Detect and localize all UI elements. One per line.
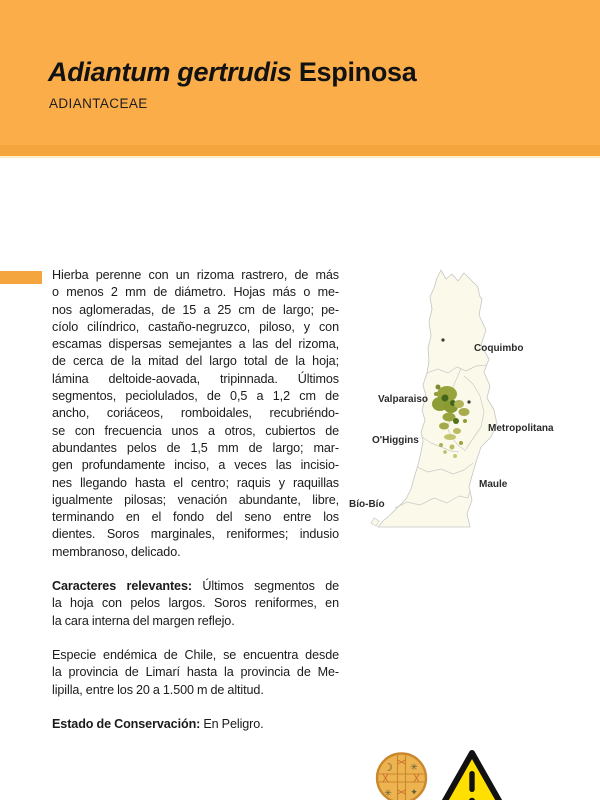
text-line: Especie endémica de Chile, se encuentra desde	[52, 647, 339, 662]
text-line: abundantes pelos de 1,5 mm de largo; mar-	[52, 440, 339, 455]
family-name: ADIANTACEAE	[49, 96, 148, 111]
text-line: gen profundamente inciso, a veces las incisio-	[52, 458, 339, 473]
text-line: lámina deltoide-aovada, tripinnada. Últimos	[52, 371, 339, 386]
text-line: la cara interna del margen reflejo.	[52, 613, 235, 628]
article-paragraphs	[52, 267, 339, 750]
paragraph	[52, 267, 339, 561]
paragraph	[52, 647, 339, 699]
text-line: membranoso, delicado.	[52, 544, 181, 559]
map-label-maule: Maule	[479, 479, 508, 490]
exclamation-mark	[469, 771, 474, 792]
header-edge-line	[0, 156, 600, 158]
distribution-map	[340, 262, 570, 532]
author-name: Espinosa	[291, 57, 417, 87]
text-line: la provincia de Limarí hasta la provincia de Me-	[52, 665, 339, 680]
text-line: escamas dispersas semejantes a las del rizoma,	[52, 337, 339, 352]
text-line: segmentos, peciolulados, de 0,5 a 1,2 cm de	[52, 389, 339, 404]
paragraph	[52, 716, 339, 733]
text-line: de cerca de la mitad del largo total de la hoja;	[52, 354, 339, 369]
locality-dot	[467, 400, 470, 403]
locality-dot	[441, 338, 444, 341]
page-title	[48, 57, 588, 87]
map-label-coquimbo: Coquimbo	[474, 343, 524, 354]
text-line: Caracteres relevantes: Últimos segmentos de	[52, 579, 340, 594]
cultrun-icon	[377, 754, 426, 800]
text-line: terminando en el fondo del seno entre los	[52, 510, 339, 525]
text-line: nes llegando hasta el centro; raquis y raquillas	[52, 475, 339, 490]
map-label-biobio: Bío-Bío	[349, 499, 385, 510]
accent-bar	[0, 271, 42, 284]
footer-icons	[360, 745, 525, 800]
text-line: igualmente pilosas; venación abundante, libre,	[52, 492, 339, 507]
warning-triangle-icon	[438, 753, 506, 800]
text-line: dientes. Soros marginales, reniformes; indusio	[52, 527, 339, 542]
text-line: la hoja con pelos largos. Soros reniformes, en	[52, 596, 339, 611]
header-strip	[0, 145, 600, 156]
four-point-star-icon: ✦	[410, 788, 418, 798]
text-line: nos aglomeradas, de 15 a 25 cm de largo; pe-	[52, 302, 339, 317]
eight-point-star-icon: ✳	[410, 763, 418, 773]
text-line: ancho, coriáceos, romboidales, recubriéndo-	[52, 406, 339, 421]
map-label-metropolitana: Metropolitana	[488, 423, 554, 434]
text-line: cíolo cilíndrico, castaño-negruzco, piloso, y con	[52, 319, 339, 334]
map-label-valparaiso: Valparaiso	[378, 394, 429, 405]
text-line: Estado de Conservación: En Peligro.	[52, 716, 264, 731]
paragraph	[52, 578, 339, 630]
text-line: lipilla, entre los 20 a 1.500 m de altitud.	[52, 682, 264, 697]
text-line: Hierba perenne con un rizoma rastrero, de más	[52, 268, 339, 282]
eight-point-star-icon: ✳	[384, 789, 392, 799]
crescent-moon-icon: ☽	[383, 761, 393, 774]
header-band	[0, 0, 600, 145]
text-line: se con frecuencia unos a otros, cubiertos de	[52, 423, 339, 438]
species-name: Adiantum gertrudis	[48, 57, 292, 87]
map-label-ohiggins: O'Higgins	[372, 435, 419, 446]
text-line: o menos 2 mm de diámetro. Hojas más o me-	[52, 285, 339, 300]
map-islet	[371, 518, 379, 526]
